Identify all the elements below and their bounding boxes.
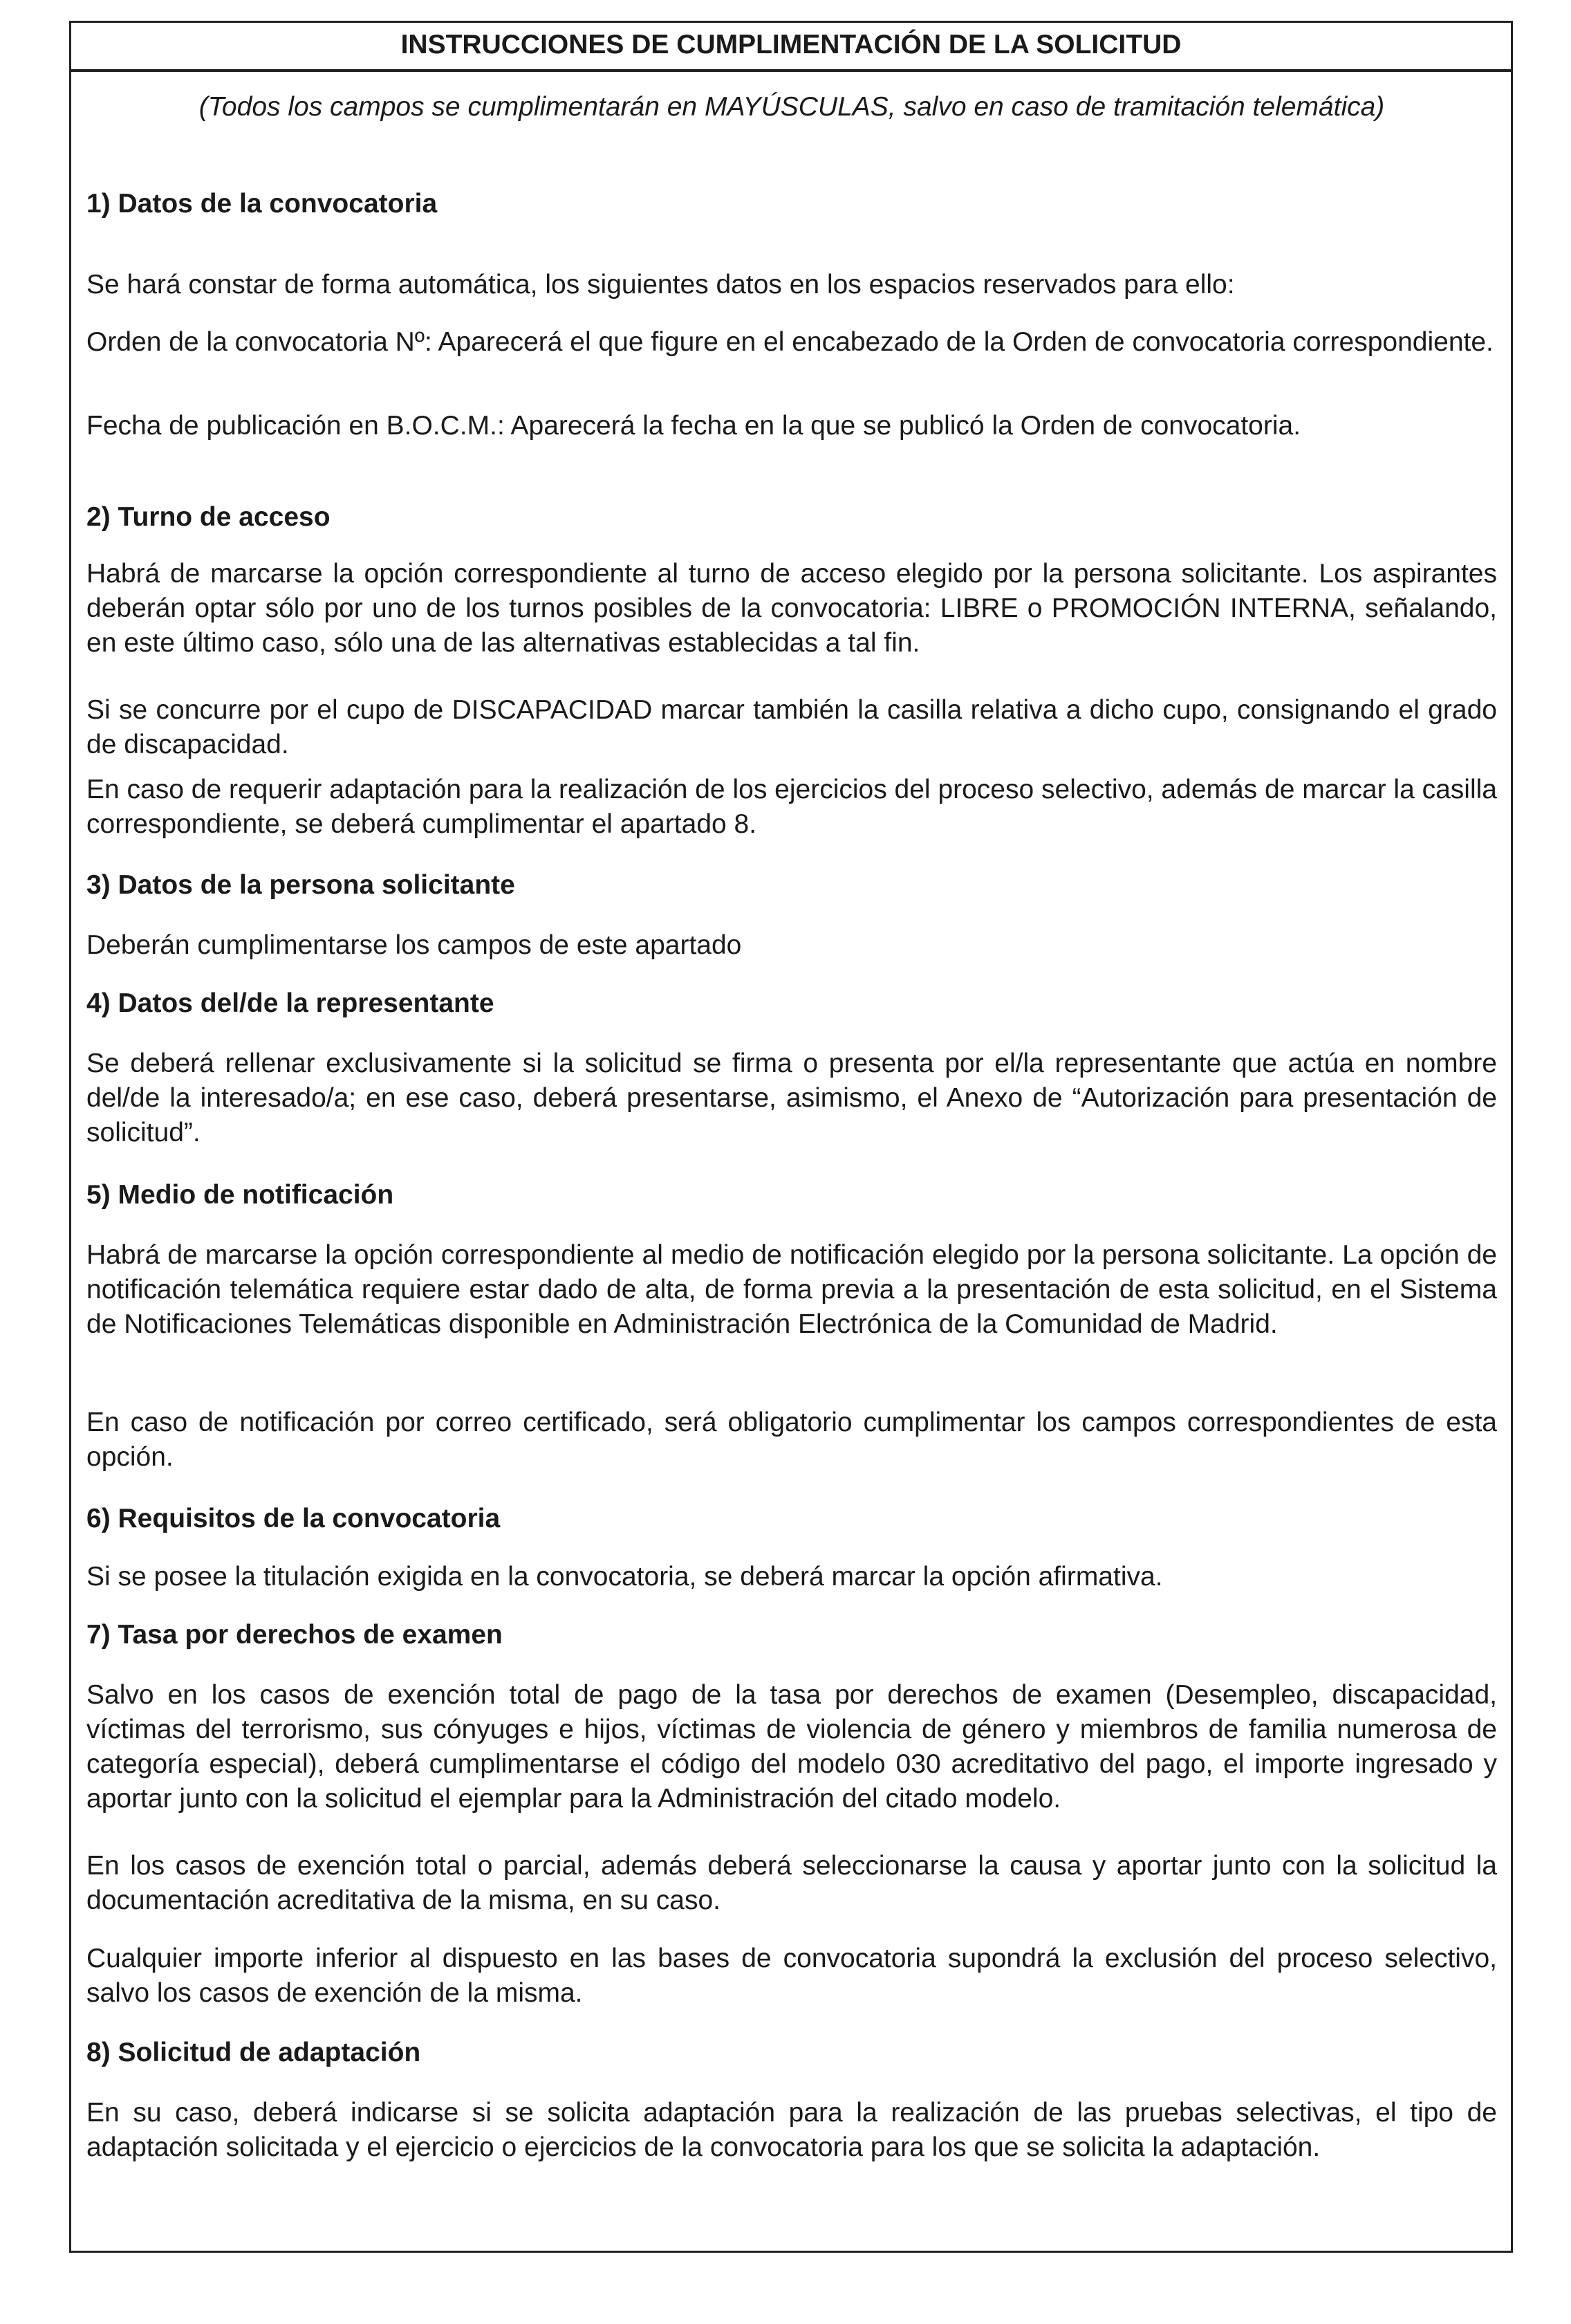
- title-bar: [69, 21, 1513, 72]
- section-heading-3: 3) Datos de la persona solicitante: [86, 870, 515, 900]
- page-title: INSTRUCCIONES DE CUMPLIMENTACIÓN DE LA SOLICITUD: [400, 30, 1182, 59]
- paragraph: Salvo en los casos de exención total de pago de la tasa por derechos de examen (Desempleo, discapacidad, víctimas del terrorismo, sus cónyuges e hijos, víctimas de violencia de género y miembros de familia numerosa de categoría especial), deberá cumplimentarse el código del modelo 030 acreditativo del pago, el importe ingresado y aportar junto con la solicitud el ejemplar para la Administración del citado modelo.: [86, 1680, 1497, 1814]
- paragraph: En caso de requerir adaptación para la realización de los ejercicios del proceso selectivo, además de marcar la casilla correspondiente, se deberá cumplimentar el apartado 8.: [86, 775, 1497, 839]
- paragraph: Orden de la convocatoria Nº: Aparecerá el que figure en el encabezado de la Orden de convocatoria correspondiente.: [86, 327, 1494, 357]
- paragraph: Si se concurre por el cupo de DISCAPACIDAD marcar también la casilla relativa a dicho cupo, consignando el grado de discapacidad.: [86, 695, 1497, 759]
- paragraph: Se deberá rellenar exclusivamente si la solicitud se firma o presenta por el/la representante que actúa en nombre del/de la interesado/a; en ese caso, deberá presentarse, asimismo, el Anexo de “Autorización para presentación de solicitud”.: [86, 1049, 1497, 1147]
- paragraph: Habrá de marcarse la opción correspondiente al turno de acceso elegido por la persona solicitante. Los aspirantes deberán optar sólo por uno de los turnos posibles de la convocatoria: LIBRE o PROMOCIÓN INTERNA, señalando, en este último caso, sólo una de las alternativas establecidas a tal fin.: [86, 559, 1497, 658]
- section-heading-2: 2) Turno de acceso: [86, 502, 331, 532]
- paragraph: Si se posee la titulación exigida en la convocatoria, se deberá marcar la opción afirmativa.: [86, 1562, 1163, 1592]
- section-heading-7: 7) Tasa por derechos de examen: [86, 1620, 503, 1650]
- paragraph: En caso de notificación por correo certificado, será obligatorio cumplimentar los campos correspondientes de esta opción.: [86, 1408, 1497, 1472]
- section-heading-5: 5) Medio de notificación: [86, 1180, 394, 1210]
- paragraph: Deberán cumplimentarse los campos de este apartado: [86, 930, 742, 960]
- paragraph: En los casos de exención total o parcial, además deberá seleccionarse la causa y aportar junto con la solicitud la documentación acreditativa de la misma, en su caso.: [86, 1851, 1497, 1915]
- section-heading-6: 6) Requisitos de la convocatoria: [86, 1504, 501, 1533]
- subtitle: (Todos los campos se cumplimentarán en MAYÚSCULAS, salvo en caso de tramitación telemática): [198, 92, 1385, 122]
- paragraph: Cualquier importe inferior al dispuesto en las bases de convocatoria supondrá la exclusión del proceso selectivo, salvo los casos de exención de la misma.: [86, 1944, 1497, 2008]
- paragraph: Habrá de marcarse la opción correspondiente al medio de notificación elegido por la persona solicitante. La opción de notificación telemática requiere estar dado de alta, de forma previa a la presentación de esta solicitud, en el Sistema de Notificaciones Telemáticas disponible en Administración Electrónica de la Comunidad de Madrid.: [86, 1240, 1497, 1339]
- paragraph: En su caso, deberá indicarse si se solicita adaptación para la realización de las pruebas selectivas, el tipo de adaptación solicitada y el ejercicio o ejercicios de la convocatoria para los que se solicita la adaptación.: [86, 2098, 1497, 2162]
- paragraph: Fecha de publicación en B.O.C.M.: Aparecerá la fecha en la que se publicó la Orden de convocatoria.: [86, 411, 1301, 441]
- section-heading-8: 8) Solicitud de adaptación: [86, 2038, 421, 2067]
- section-heading-1: 1) Datos de la convocatoria: [86, 189, 438, 219]
- paragraph: Se hará constar de forma automática, los siguientes datos en los espacios reservados para ello:: [86, 270, 1235, 299]
- section-heading-4: 4) Datos del/de la representante: [86, 988, 494, 1018]
